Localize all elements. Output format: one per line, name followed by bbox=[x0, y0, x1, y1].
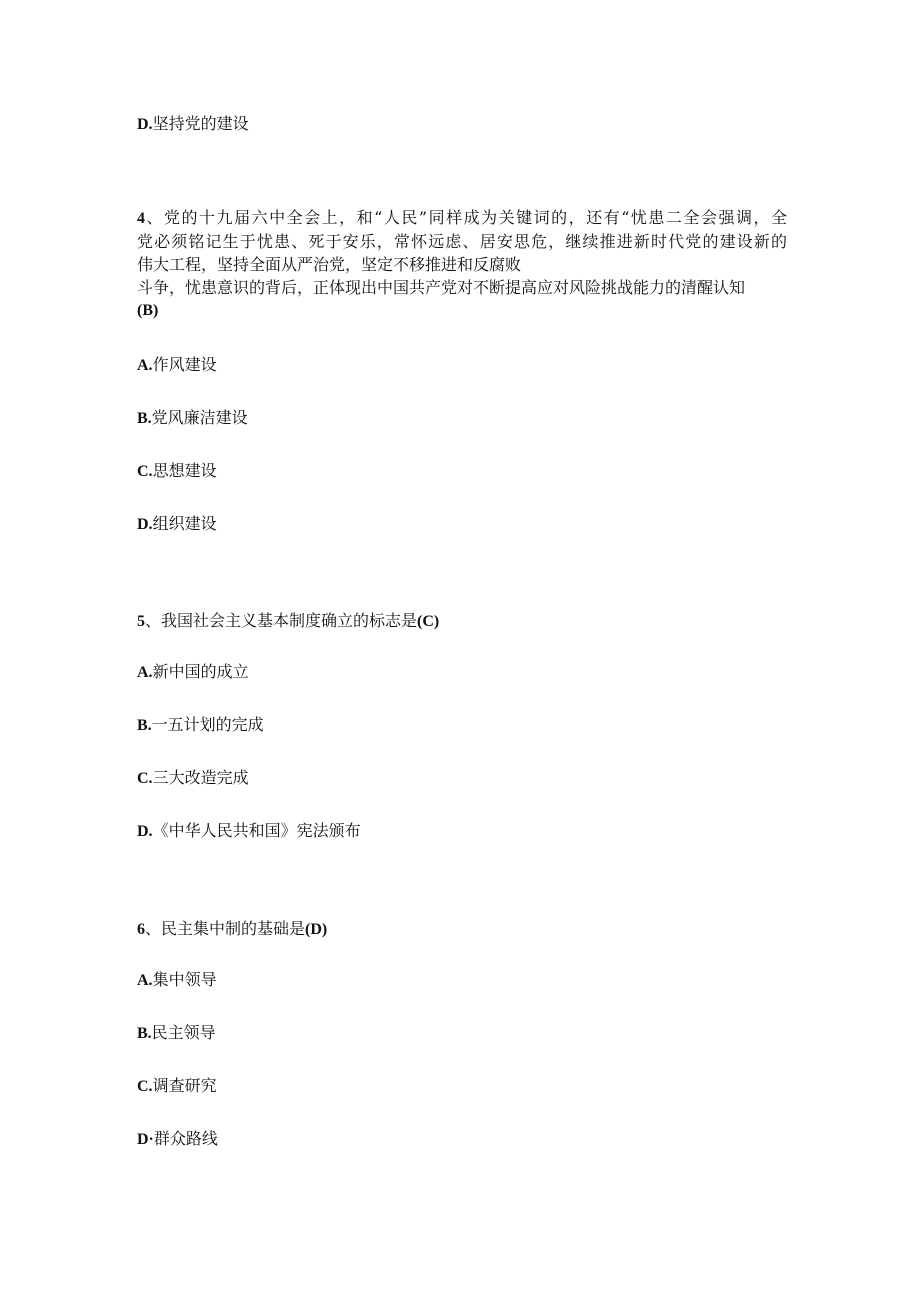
question-4-line-2: 党必须铭记生于忧患、死于安乐，常怀远虑、居安思危，继续推进新时代党的建设新的 bbox=[137, 232, 787, 251]
question-5 bbox=[137, 611, 439, 632]
q4-option-c bbox=[137, 461, 217, 482]
q5-option-d bbox=[137, 821, 361, 842]
option-letter: B. bbox=[137, 1025, 152, 1042]
q4-option-a bbox=[137, 355, 217, 376]
option-letter: D. bbox=[137, 823, 153, 840]
q6-option-a bbox=[137, 970, 217, 991]
option-text: 党风廉洁建设 bbox=[151, 408, 248, 427]
option-text: 组织建设 bbox=[152, 514, 217, 533]
question-4 bbox=[137, 206, 787, 322]
question-4-line-3: 伟大工程，坚持全面从严治党，坚定不移推进和反腐败 bbox=[137, 255, 522, 274]
option-text: 民主领导 bbox=[151, 1023, 216, 1042]
question-answer: (C) bbox=[417, 613, 440, 630]
q5-option-a bbox=[137, 662, 249, 683]
question-text: 、我国社会主义基本制度确立的标志是 bbox=[145, 611, 418, 630]
option-letter: D· bbox=[137, 1131, 154, 1148]
q3-option-d bbox=[137, 114, 249, 135]
option-letter: A. bbox=[137, 972, 153, 989]
q6-option-b bbox=[137, 1023, 216, 1044]
option-letter: B. bbox=[137, 717, 152, 734]
q5-option-b bbox=[137, 715, 264, 736]
question-4-line-4: 斗争，忧患意识的背后，正体现出中国共产党对不断提高应对风险挑战能力的清醒认知 bbox=[137, 278, 746, 297]
question-text: 、民主集中制的基础是 bbox=[145, 919, 306, 938]
option-text: 群众路线 bbox=[153, 1129, 218, 1148]
question-4-line-1: 4、党的十九届六中全会上，和“人民”同样成为关键词的，还有“忧患二全会强调，全 bbox=[137, 208, 787, 227]
option-text: 坚持党的建设 bbox=[152, 114, 249, 133]
option-letter: A. bbox=[137, 357, 153, 374]
q4-option-b bbox=[137, 408, 248, 429]
q5-option-c bbox=[137, 768, 249, 789]
question-number: 6 bbox=[137, 921, 145, 938]
option-text: 三大改造完成 bbox=[152, 768, 249, 787]
option-text: 集中领导 bbox=[152, 970, 217, 989]
option-text: 作风建设 bbox=[152, 355, 217, 374]
question-number: 4 bbox=[137, 210, 145, 227]
question-4-answer: (B) bbox=[137, 302, 159, 319]
option-letter: B. bbox=[137, 410, 152, 427]
option-text: 思想建设 bbox=[152, 461, 217, 480]
question-answer: (D) bbox=[305, 921, 328, 938]
question-number: 5 bbox=[137, 613, 145, 630]
q6-option-d bbox=[137, 1129, 218, 1150]
option-letter: C. bbox=[137, 1078, 153, 1095]
q4-option-d bbox=[137, 514, 217, 535]
option-letter: D. bbox=[137, 516, 153, 533]
option-text: 一五计划的完成 bbox=[151, 715, 264, 734]
question-6 bbox=[137, 919, 327, 940]
option-text: 新中国的成立 bbox=[152, 662, 249, 681]
option-letter: A. bbox=[137, 664, 153, 681]
option-letter: C. bbox=[137, 463, 153, 480]
option-text: 调查研究 bbox=[152, 1076, 217, 1095]
option-letter: C. bbox=[137, 770, 153, 787]
q6-option-c bbox=[137, 1076, 217, 1097]
option-letter: D. bbox=[137, 116, 153, 133]
option-text: 《中华人民共和国》宪法颁布 bbox=[152, 821, 361, 840]
